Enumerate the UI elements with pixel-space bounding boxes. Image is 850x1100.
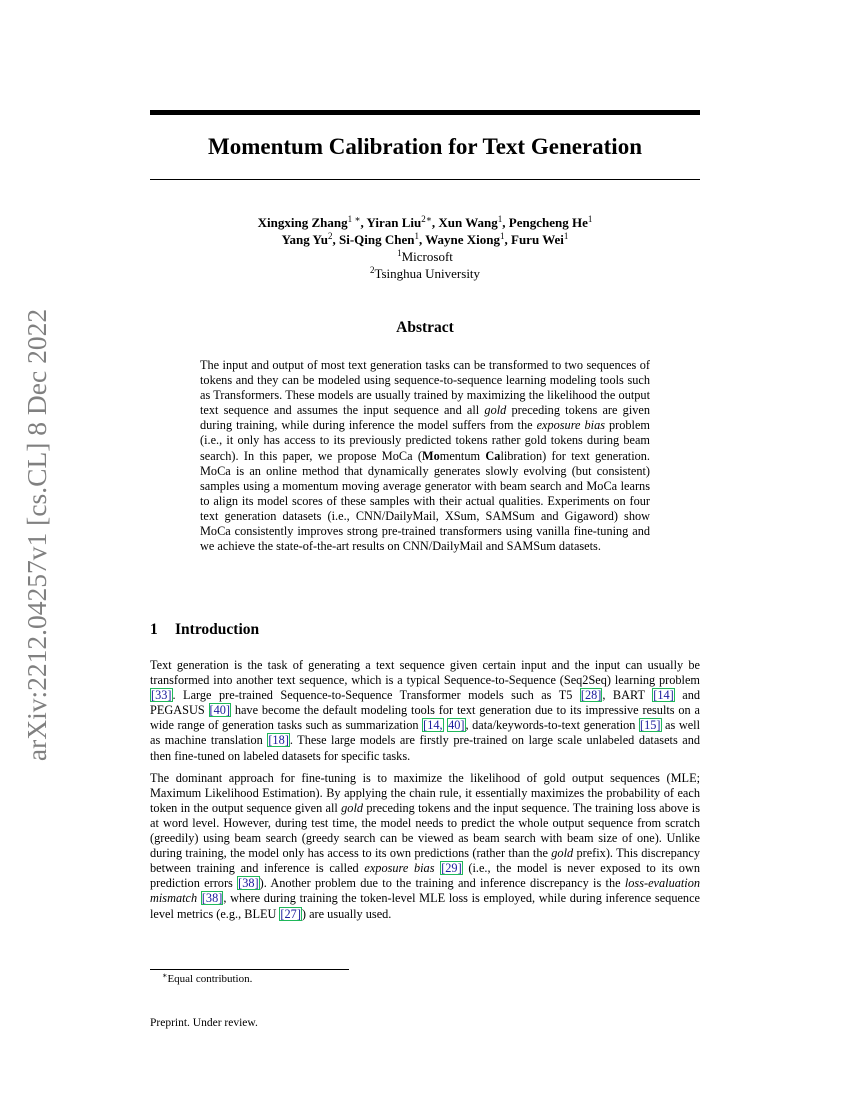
paper-title: Momentum Calibration for Text Generation — [208, 134, 642, 159]
abstract-bold-run: Ca — [485, 448, 501, 463]
affiliation-name: Microsoft — [401, 249, 453, 264]
text-run: (i.e., the model is never exposed to its own prediction errors — [150, 861, 700, 891]
section-heading-introduction — [150, 620, 700, 640]
section-title: Introduction — [175, 621, 260, 638]
author-affiliation-mark: 1 — [587, 214, 593, 224]
author-name: Si-Qing Chen — [338, 232, 415, 247]
author-names-line-1: Xingxing Zhang$^{1 ∗}$, Yiran Liu$^{2∗}$, Xun Wang$^1$, Pengcheng He$^1$ — [257, 214, 593, 230]
text-run: . These large models are firstly pre-trained on large scale unlabeled datasets and then fine-tuned on labeled datasets for specific tasks. — [150, 733, 700, 763]
emphasis: gold — [551, 846, 574, 861]
abstract-text-run: mentum — [439, 448, 486, 463]
emphasis: gold — [341, 800, 364, 815]
text-run: ) are usually used. — [301, 906, 392, 921]
text-run: . Large pre-trained Sequence-to-Sequence Transformer models such as T5 — [172, 688, 580, 703]
text-run: , BART — [602, 688, 653, 703]
author-affiliation-mark: 2 — [327, 231, 333, 241]
citation-link[interactable]: [29] — [441, 861, 462, 876]
author-name: Wayne Xiong — [425, 232, 501, 247]
emphasis: exposure bias — [364, 861, 435, 876]
author-name: Xingxing Zhang — [257, 215, 348, 230]
author-affiliation-mark: 1 — [414, 231, 419, 241]
abstract-text — [200, 358, 650, 554]
citation-link[interactable]: [33] — [151, 688, 172, 703]
author-affiliation-mark: 1 — [500, 231, 505, 241]
section-number: 1 — [150, 621, 158, 638]
abstract-text-run: The input and output of most text generation tasks can be transformed to two sequences of tokens and they can be modeled using sequence-to-sequence learning modeling tools such as Transformers. These models are usually trained by maximizing the likelihood the output text sequence and assumes the input sequence and all — [200, 358, 650, 418]
abstract-text-run: preceding tokens are given during training, while during inference the model suffers from the — [200, 403, 650, 433]
citation-link[interactable]: [14, — [423, 718, 443, 733]
author-affiliation-mark: 1 — [563, 231, 569, 241]
text-run: prefix). This discrepancy between training and inference is called — [150, 846, 700, 876]
emphasis: loss-evaluation mismatch — [150, 876, 700, 906]
abstract-text-run: libration) for text generation. MoCa is an online method that dynamically generates slowly evolving (but consistent) samples using a momentum moving average generator with beam search and MoCa learns to align its model scores of these samples with their actual qualities. Experiments on four text generation datasets (i.e., CNN/DailyMail, XSum, SAMSum and Gigaword) show MoCa consistently improves strong pre-trained transformers using vanilla fine-tuning and we achieve the state-of-the-art results on CNN/DailyMail and SAMSum datasets. — [200, 448, 650, 554]
citation-link[interactable]: [27] — [280, 906, 301, 921]
footnote-rule — [150, 969, 349, 970]
author-name: Yiran Liu — [366, 215, 422, 230]
footnote-mark: ∗ — [162, 971, 168, 980]
text-run: , where during training the token-level MLE loss is employed, while during inference sequence level metrics (e.g., BLEU — [150, 891, 700, 921]
text-run: preceding tokens and the input sequence. The training loss above is at word level. However, during test time, the model needs to predict the whole output sequence from scratch (greedily) using beam search (greedy search can be viewed as beam search with beam size of one). Unlike during training, the model only has access to its own predictions (rather than the — [150, 800, 701, 861]
author-name: Furu Wei — [511, 232, 564, 247]
text-run: ). Another problem due to the training and inference discrepancy is the — [259, 876, 625, 891]
affiliation-mark: 1 — [397, 248, 402, 258]
abstract-emphasis: gold — [484, 403, 507, 418]
citation-link[interactable]: [38] — [238, 876, 259, 891]
author-affiliation-mark: 2∗ — [421, 214, 432, 224]
text-run: have become the default modeling tools for text generation due to its impressive results on a wide range of generation tasks such as summarization — [150, 703, 700, 733]
arxiv-sidebar-stamp — [22, 300, 52, 770]
affiliation-mark: 2 — [369, 265, 375, 275]
abstract-bold-run: Mo — [422, 448, 440, 463]
text-run: and PEGASUS — [150, 688, 700, 718]
author-name: Pengcheng He — [508, 215, 588, 230]
text-run: The dominant approach for fine-tuning is to maximize the likelihood of gold output sequences (MLE; Maximum Likelihood Estimation). By applying the chain rule, it essentially maximizes the probability of each token in the output sequence given all — [150, 770, 700, 815]
author-affiliation-mark: 1 — [497, 214, 503, 224]
title-top-rule — [150, 110, 700, 115]
title-bottom-rule — [150, 179, 700, 180]
introduction-body — [150, 658, 700, 929]
author-names-line-2: Yang Yu$^2$, Si-Qing Chen$^1$, Wayne Xiong$^1$, Furu Wei$^1$ — [281, 231, 569, 247]
arxiv-identifier: arXiv:2212.04257v1 [cs.CL] 8 Dec 2022 — [21, 308, 53, 762]
author-name: Xun Wang — [438, 215, 498, 230]
text-run: as well as machine translation — [150, 718, 700, 748]
affiliation-microsoft — [150, 248, 700, 265]
citation-link[interactable]: [40] — [209, 703, 230, 718]
affiliation-tsinghua — [150, 265, 700, 282]
author-block — [150, 214, 700, 282]
text-run: Text generation is the task of generating a text sequence given certain input and the input can usually be transformed into another text sequence, which is a typical Sequence-to-Sequence (Seq2Seq) learning problem — [150, 658, 700, 688]
paragraph-2 — [150, 771, 700, 922]
abstract-text-run: problem (i.e., it only has access to its previously predicted tokens rather gold tokens during beam search). In this paper, we propose MoCa ( — [200, 418, 650, 463]
footnote — [162, 972, 252, 986]
author-affiliation-mark: 1 ∗ — [347, 214, 361, 224]
footnote-text: Equal contribution. — [167, 973, 253, 985]
citation-link[interactable]: [38] — [201, 891, 223, 906]
citation-link[interactable]: [18] — [268, 733, 289, 748]
paragraph-1 — [150, 658, 700, 764]
citation-link[interactable]: 40] — [448, 718, 465, 733]
citation-link[interactable]: [15] — [640, 718, 661, 733]
text-run: , data/keywords-to-text generation — [465, 718, 639, 733]
abstract-heading: Abstract — [396, 319, 454, 336]
author-name: Yang Yu — [281, 232, 328, 247]
affiliation-name: Tsinghua University — [374, 266, 481, 281]
citation-link[interactable]: [14] — [653, 688, 674, 703]
preprint-note: Preprint. Under review. — [150, 1017, 258, 1029]
abstract-emphasis: exposure bias — [536, 418, 605, 433]
citation-link[interactable]: [28] — [580, 688, 602, 703]
